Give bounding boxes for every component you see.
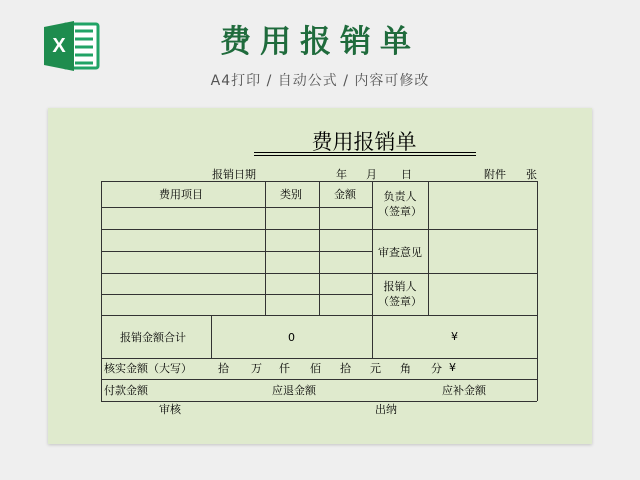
header-category: 类别 [280,188,302,201]
header-amount: 金额 [334,188,356,201]
grid-line [101,294,372,295]
total-value: 0 [288,331,295,344]
page-title: 费用报销单 [220,24,420,60]
sheets-label: 张 [526,168,537,181]
verified-yen: ¥ [449,361,456,374]
verified-label: 核实金额（大写） [104,362,192,375]
unit-label: 仟 [279,362,290,375]
supplement-label: 应补金额 [442,384,486,397]
grid-line [101,181,102,401]
grid-line [101,251,372,252]
unit-label: 拾 [340,362,351,375]
responsible-sign: （签章） [378,204,422,218]
unit-label: 万 [251,362,262,375]
title-underline [254,155,476,156]
form-sheet [48,108,592,444]
grid-line [211,315,212,358]
grid-line [101,207,372,208]
cashier-label: 出纳 [375,403,397,416]
logo-letter: X [52,35,66,57]
total-label: 报销金额合计 [120,331,186,344]
attachment-label: 附件 [484,168,506,181]
unit-label: 元 [370,362,381,375]
claimant-sign: （签章） [378,294,422,308]
grid-line [265,181,266,315]
responsible-label [372,190,428,220]
grid-line [537,181,538,401]
payment-label: 付款金额 [104,384,148,397]
responsible-text: 负责人 [383,190,417,203]
page-subtitle: A4打印 / 自动公式 / 内容可修改 [210,73,430,89]
grid-line [101,401,537,402]
audit-label: 审核 [159,403,181,416]
grid-line [101,379,537,380]
claimant-text: 报销人 [383,280,417,293]
grid-line [101,315,537,316]
unit-label: 拾 [218,362,229,375]
unit-label: 角 [400,362,411,375]
form-title: 费用报销单 [311,130,417,154]
date-label: 报销日期 [212,168,256,181]
total-yen: ¥ [451,330,458,343]
month-label: 月 [366,168,377,181]
unit-label: 分 [431,362,442,375]
header-item: 费用项目 [159,188,203,201]
unit-label: 佰 [310,362,321,375]
review-opinion-label: 审查意见 [378,246,422,259]
title-underline [254,152,476,153]
year-label: 年 [336,168,347,181]
claimant-label [372,280,428,310]
grid-line [319,181,320,315]
grid-line [428,181,429,315]
day-label: 日 [401,168,412,181]
refund-label: 应退金额 [272,384,316,397]
grid-line [101,358,537,359]
